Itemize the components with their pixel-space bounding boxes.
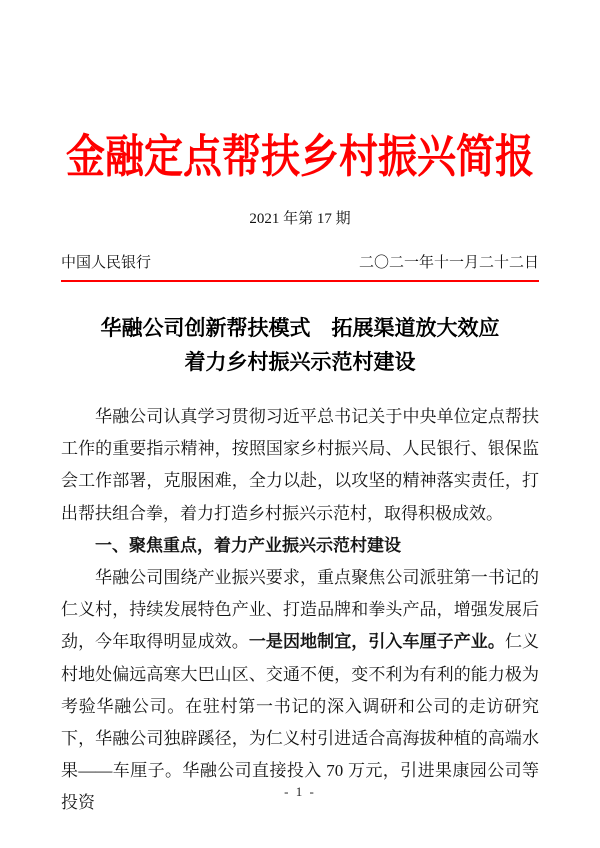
paragraph [61,401,539,530]
masthead-title: 金融定点帮扶乡村振兴简报 [65,132,534,183]
text-run: 仁义村地处偏远高寒大巴山区、交通不便，变不利为有利的能力极为考验华融公司。在驻村第一书记的深入调研和公司的走访研究下，华融公司独辟蹊径，为仁义村引进适合高海拔种植的高端水果——车厘子。华融公司直接投入 70 万元，引进果康园公司等投资 [61,632,540,813]
text-run: 华融公司认真学习贯彻习近平总书记关于中央单位定点帮扶工作的重要指示精神，按照国家乡村振兴局、人民银行、银保监会工作部署，克服困难，全力以赴，以攻坚的精神落实责任，打出帮扶组合拳，着力打造乡村振兴示范村，取得积极成效。 [61,407,539,523]
paragraph [61,530,539,562]
page-content [0,132,600,820]
bold-text-run: 一、聚焦重点，着力产业振兴示范村建设 [95,535,401,555]
issue-date: 二〇二一年十一月二十二日 [358,255,539,271]
article-body [61,401,539,820]
publication-header [61,253,539,273]
page-number: - 1 - [284,784,316,799]
issue-number: 2021 年第 17 期 [249,211,351,227]
article-title-line-2: 着力乡村振兴示范村建设 [184,350,416,374]
text-run: 华融公司围绕产业振兴要求，重点聚焦公司派驻第一书记的仁义村，持续发展特色产业、打造品牌和拳头产品，增强发展后劲，今年取得明显成效。 [61,568,539,652]
publisher-name: 中国人民银行 [61,255,152,271]
paragraph [61,562,539,820]
bold-text-run: 一是因地制宜，引入车厘子产业。 [248,632,505,652]
red-divider-rule [61,280,539,282]
article-title [61,311,539,379]
article-title-line-1: 华融公司创新帮扶模式 拓展渠道放大效应 [100,316,500,340]
